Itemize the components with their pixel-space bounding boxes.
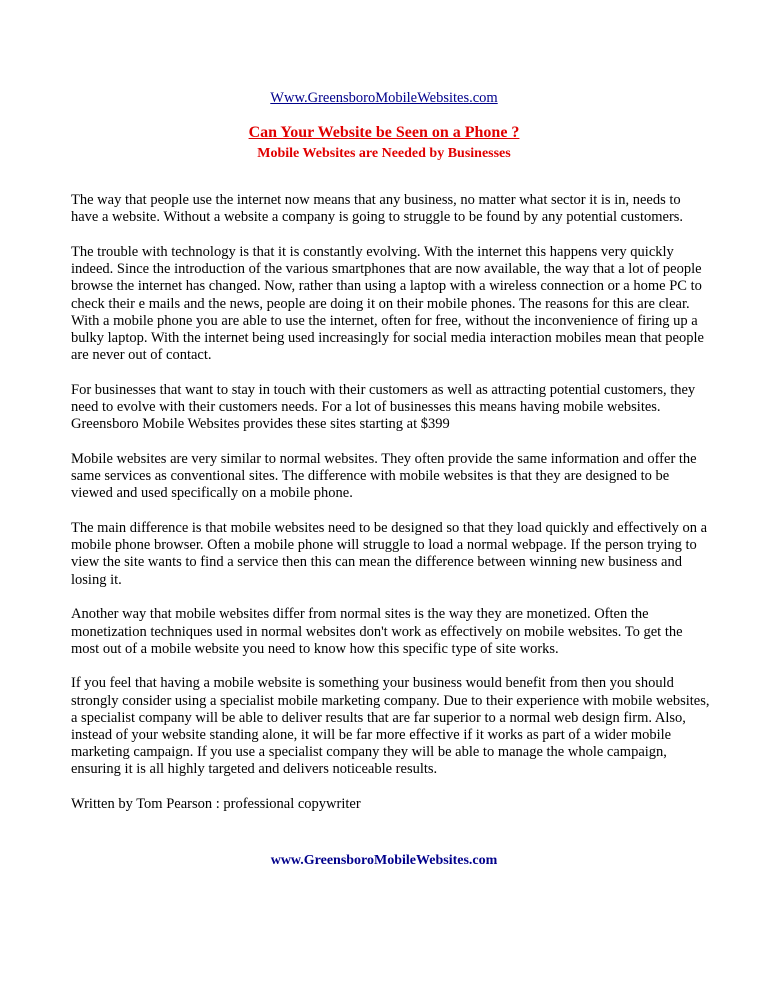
top-website-link[interactable]: Www.GreensboroMobileWebsites.com	[270, 90, 498, 106]
page-title: Can Your Website be Seen on a Phone ?	[248, 124, 520, 141]
paragraph: Another way that mobile websites differ from normal sites is the way they are monetized. Often the monetization techniques used in normal websites don't work as effectively on mobile websites. To get the most out of a mobile website you need to know how this specific type of site works.	[71, 606, 683, 657]
paragraph: The trouble with technology is that it is constantly evolving. With the internet this happens very quickly indeed. Since the introduction of the various smartphones that are now available, the way that a lot of people browse the internet has changed. Now, rather than using a laptop with a wireless connection or a home PC to check their e mails and the news, people are doing it on their mobile phones. The reasons for this are clear. With a mobile phone you are able to use the internet, often for free, without the inconvenience of firing up a bulky laptop. With the internet being used increasingly for social media interaction mobiles mean that people are never out of contact.	[71, 243, 704, 364]
article-body	[71, 192, 711, 831]
bottom-website-link[interactable]: www.GreensboroMobileWebsites.com	[270, 853, 498, 868]
page-subtitle: Mobile Websites are Needed by Businesses	[257, 146, 511, 161]
paragraph: The main difference is that mobile websites need to be designed so that they load quickly and effectively on a mobile phone browser. Often a mobile phone will struggle to load a normal webpage. If the person trying to view the site wants to find a service then this can mean the difference between winning new business and losing it.	[71, 520, 708, 588]
paragraph: For businesses that want to stay in touch with their customers as well as attracting potential customers, they need to evolve with their customers needs. For a lot of businesses this means having mobile websites. Greensboro Mobile Websites provides these sites starting at $399	[71, 381, 696, 433]
paragraph: The way that people use the internet now means that any business, no matter what sector it is in, needs to have a website. Without a website a company is going to struggle to be found by any potential customers.	[71, 192, 684, 226]
author-credit: Written by Tom Pearson : professional copywriter	[71, 796, 361, 813]
paragraph: If you feel that having a mobile website is something your business would benefit from then you should strongly consider using a specialist mobile marketing company. Due to their experience with mobile websites, a specialist company will be able to deliver results that are far superior to a normal web design firm. Also, instead of your website standing alone, it will be far more effective if it works as part of a wider mobile marketing campaign. If you use a specialist company they will be able to manage the whole campaign, ensuring it is all highly targeted and delivers noticeable results.	[71, 675, 710, 778]
paragraph: Mobile websites are very similar to normal websites. They often provide the same information and offer the same services as conventional sites. The difference with mobile websites is that they are designed to be viewed and used specifically on a mobile phone.	[71, 450, 697, 502]
footer-link-container	[0, 852, 768, 870]
header-link-container	[0, 89, 768, 107]
